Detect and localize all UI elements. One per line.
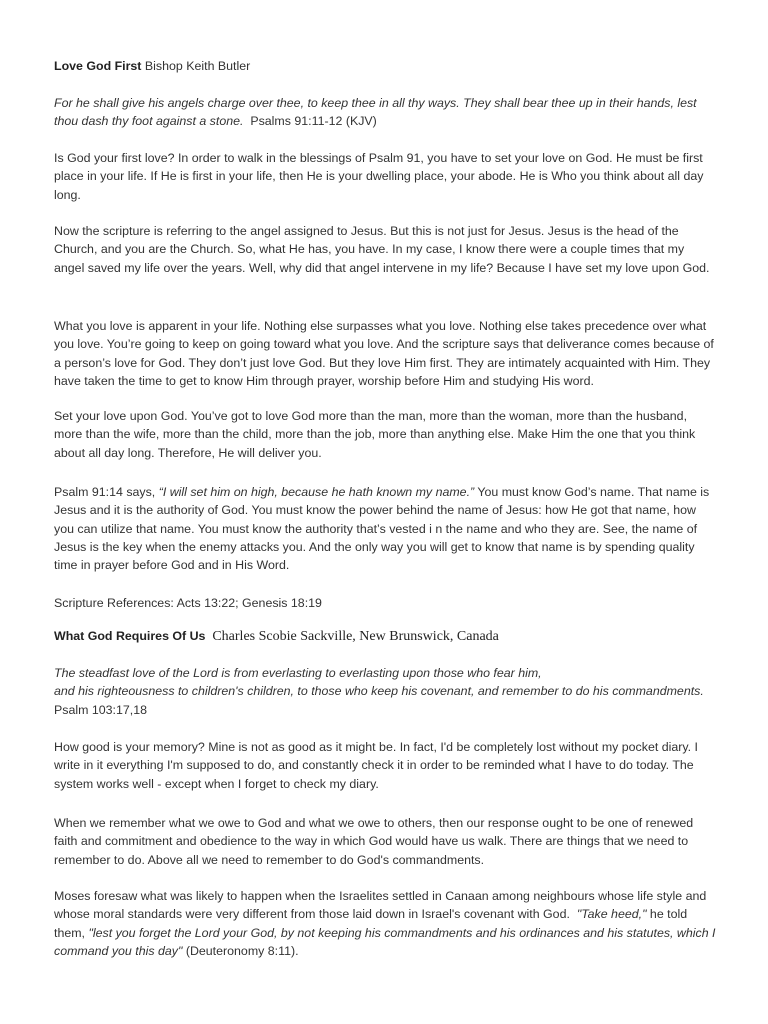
article2-verse-line1: The steadfast love of the Lord is from everlasting to everlasting upon those who fear him, <box>54 666 542 680</box>
article1-author: Bishop Keith Butler <box>144 59 251 73</box>
article1-paragraph-4: Set your love upon God. You’ve got to love God more than the man, more than the woman, more than the husband, more than the wife, more than the child, more than the job, more than anything else. Make Him the one that you think about all day long. Therefore, He will deliver you. <box>54 409 696 460</box>
article2-verse-line2: and his righteousness to children's children, to those who keep his covenant, and remember to do his commandments. <box>54 684 704 699</box>
article2-p3-b: he told them, <box>54 907 688 940</box>
article2-paragraph-2: When we remember what we owe to God and what we owe to others, then our response ought to be one of renewed faith and commitment and obedience to the way in which God would have us walk. There are things that we need to remember to do. Above all we need to remember to do God's commandments. <box>54 816 694 867</box>
article2-verse-ref: Psalm 103:17,18 <box>54 702 147 717</box>
article1-p5-rest: You must know God’s name. That name is Jesus and it is the authority of God. You must know the power behind the name of Jesus: how He got that name, how you can utilize that name. You must know the authority that’s vested i n the name and who they are. See, the name of Jesus is the key when the enemy attacks you. And the only way you will get to know that name is by spending quality time in prayer before God and in His Word. <box>54 485 710 573</box>
article1-verse-text: For he shall give his angels charge over thee, to keep thee in all thy ways. They shall bear thee up in their hands, lest thou dash thy foot against a stone. <box>54 96 697 129</box>
article1-epigraph <box>54 94 716 131</box>
article1-verse-ref: Psalms 91:11-12 (KJV) <box>250 114 377 129</box>
article2-paragraph-1: How good is your memory? Mine is not as good as it might be. In fact, I'd be completely lost without my pocket diary. I write in it everything I'm supposed to do, and constantly check it in order to be reminded what I have to do today. The system works well - except when I forget to check my diary. <box>54 740 698 791</box>
article2-p3-c: (Deuteronomy 8:11). <box>185 943 299 958</box>
article2-p3-quote1: "Take heed," <box>576 907 647 922</box>
article1-paragraph-3: What you love is apparent in your life. Nothing else surpasses what you love. Nothing else takes precedence over what you love. You’re going to keep on going toward what you love. And the scripture says that deliverance comes because of a person’s love for God. They don’t just love God. But they love Him first. They are intimately acquainted with Him. They have taken the time to get to know Him through prayer, worship before Him and studying His word. <box>54 319 714 388</box>
article2-title: What God Requires Of Us <box>54 629 206 643</box>
article2-paragraph-3 <box>54 887 716 960</box>
article2-author: Charles Scobie Sackville, New Brunswick, Canada <box>212 629 499 644</box>
article1-p5-quote: “I will set him on high, because he hath known my name.” <box>158 485 475 499</box>
article1-paragraph-2: Now the scripture is referring to the angel assigned to Jesus. But this is not just for Jesus. Jesus is the head of the Church, and you are the Church. So, what He has, you have. In my case, I know there were a couple times that my angel saved my life over the years. Well, why did that angel intervene in my life? Because I have set my love upon God. <box>54 224 710 275</box>
article2-epigraph <box>54 664 716 719</box>
article1-paragraph-5 <box>54 483 716 574</box>
article2-heading <box>54 627 716 646</box>
article1-references: Scripture References: Acts 13:22; Genesis 18:19 <box>54 596 322 610</box>
article1-p5-lead: Psalm 91:14 says, <box>54 485 156 499</box>
article2-p3-quote2: "lest you forget the Lord your God, by not keeping his commandments and his ordinances and his statutes, which I command you this day" <box>54 925 716 958</box>
article1-heading <box>54 57 716 75</box>
article2-p3-a: Moses foresaw what was likely to happen when the Israelites settled in Canaan among neighbours whose life style and whose moral standards were very different from those laid down in Israel's covenant with God. <box>54 889 707 922</box>
article1-paragraph-1: Is God your first love? In order to walk in the blessings of Psalm 91, you have to set your love on God. He must be first place in your life. If He is first in your life, then He is your dwelling place, your abode. He is Who you think about all day long. <box>54 151 704 202</box>
article1-title: Love God First <box>54 59 142 73</box>
